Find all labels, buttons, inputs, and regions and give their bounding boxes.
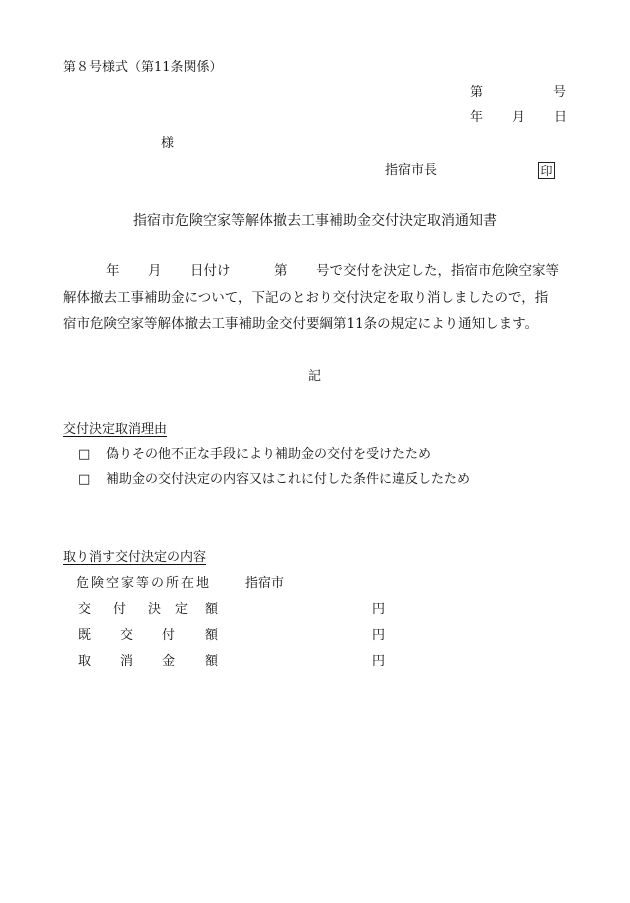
reason-checkbox-1[interactable]: □	[78, 447, 91, 462]
row1-char-3: 決	[148, 602, 162, 617]
location-label: 危険空家等の所在地	[76, 576, 212, 591]
row3-char-1: 取	[78, 654, 92, 669]
date-day: 日	[554, 110, 568, 125]
date-month: 月	[512, 110, 526, 125]
row1-char-5: 額	[205, 602, 219, 617]
location-value: 指宿市	[245, 576, 285, 591]
row2-char-1: 既	[78, 628, 92, 643]
date-year: 年	[470, 110, 484, 125]
document-title: 指宿市危険空家等解体撤去工事補助金交付決定取消通知書	[133, 213, 497, 229]
body-line1-rest: 号で交付を決定した，指宿市危険空家等	[316, 263, 559, 279]
row1-char-2: 付	[113, 602, 127, 617]
body-line3: 宿市危険空家等解体撤去工事補助金交付要綱第11条の規定により通知します。	[63, 316, 539, 332]
reason-text-1: 偽りその他不正な手段により補助金の交付を受けたため	[106, 447, 432, 462]
row3-char-3: 金	[162, 654, 176, 669]
row2-char-4: 額	[205, 628, 219, 643]
body-month: 月	[148, 263, 162, 279]
row1-unit: 円	[372, 602, 386, 617]
body-day: 日付け	[190, 263, 231, 279]
body-number-prefix: 第	[274, 263, 288, 279]
reason-text-2: 補助金の交付決定の内容又はこれに付した条件に違反したため	[106, 472, 471, 487]
row2-char-2: 交	[120, 628, 134, 643]
row3-char-4: 額	[205, 654, 219, 669]
row3-unit: 円	[372, 654, 386, 669]
row2-char-3: 付	[162, 628, 176, 643]
issuer-name: 指宿市長	[385, 163, 438, 178]
row3-char-2: 消	[120, 654, 134, 669]
number-prefix: 第	[470, 85, 484, 100]
ki-label: 記	[308, 369, 322, 384]
row1-char-1: 交	[78, 602, 92, 617]
details-heading: 取り消す交付決定の内容	[63, 550, 207, 565]
row1-char-4: 定	[175, 602, 189, 617]
form-label: 第８号様式（第11条関係）	[63, 60, 223, 75]
body-line2: 解体撤去工事補助金について，下記のとおり交付決定を取り消しましたので，指	[63, 290, 549, 306]
body-year: 年	[106, 263, 120, 279]
addressee-suffix: 様	[161, 136, 175, 151]
reasons-heading: 交付決定取消理由	[63, 422, 168, 437]
reason-checkbox-2[interactable]: □	[78, 472, 91, 487]
row2-unit: 円	[372, 628, 386, 643]
seal-stamp: 印	[538, 162, 555, 179]
number-suffix: 号	[553, 85, 567, 100]
